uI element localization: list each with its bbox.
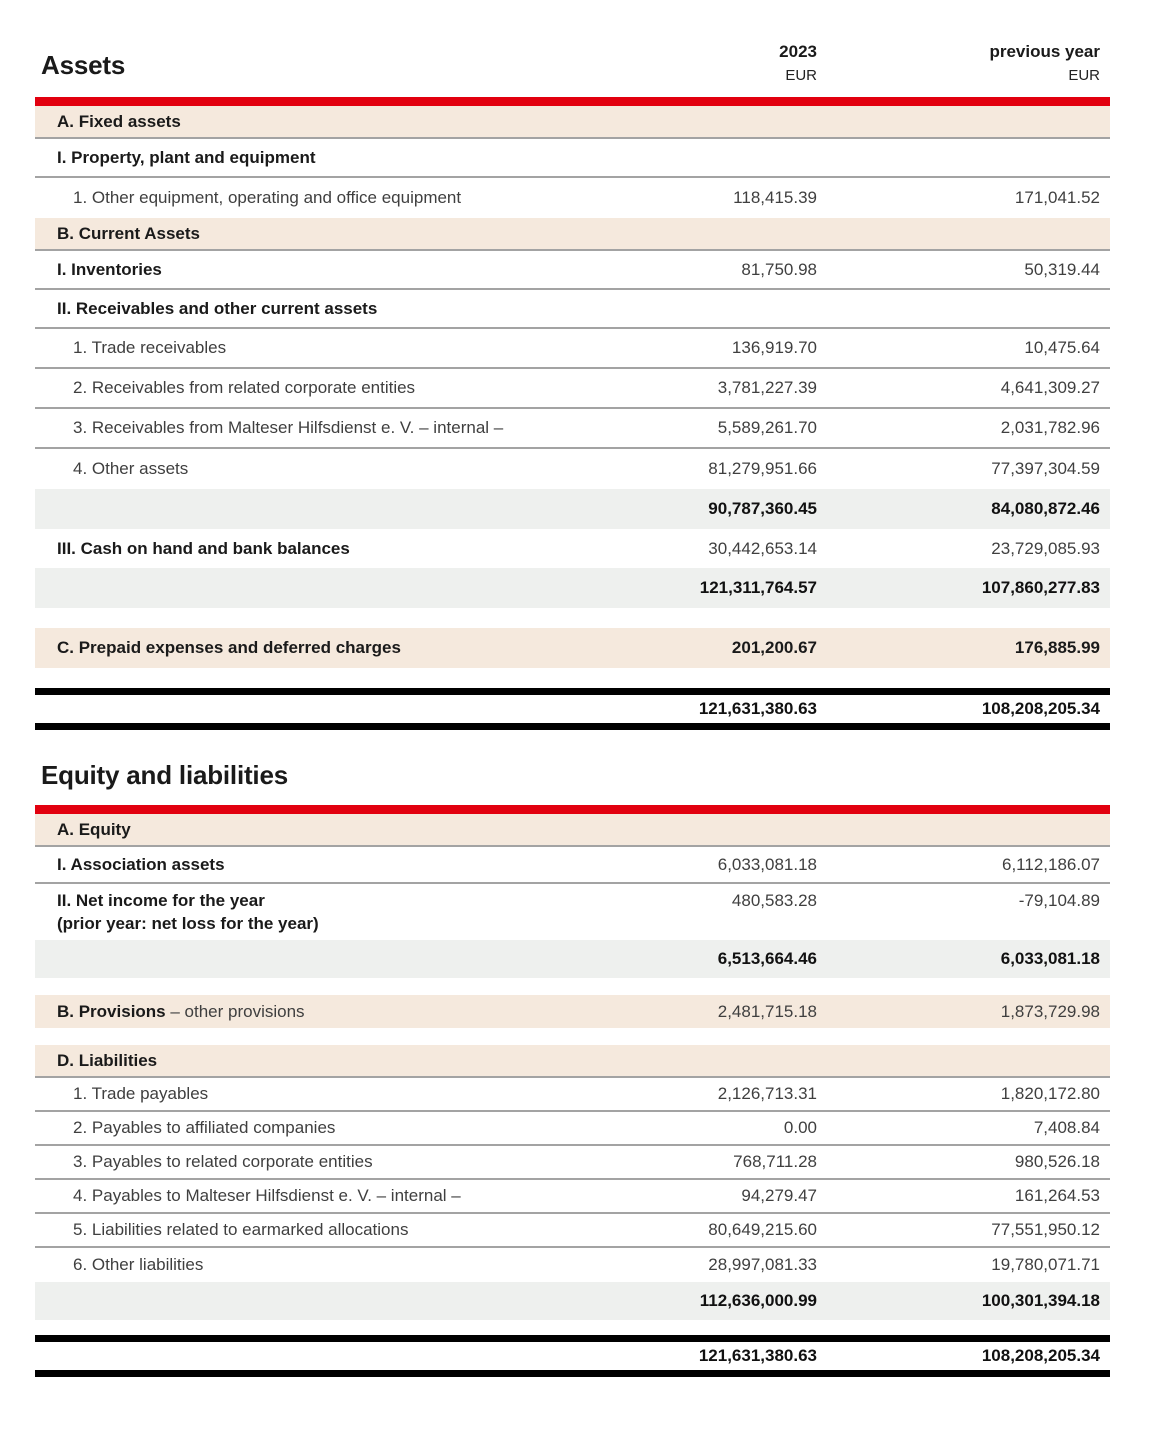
row-label: 5. Liabilities related to earmarked allocations: [73, 1220, 409, 1239]
row-label-second-line: (prior year: net loss for the year): [57, 914, 319, 933]
value-previous-year: 171,041.52: [1014, 188, 1100, 207]
row-label: 6. Other liabilities: [73, 1255, 204, 1274]
column-header-2023: [652, 36, 817, 88]
value-2023: 121,631,380.63: [698, 1346, 817, 1365]
line-item-row: [35, 1214, 1110, 1248]
assets-rows: [35, 106, 1110, 730]
column-currency-label: EUR: [785, 67, 817, 84]
value-2023: 0.00: [783, 1118, 817, 1137]
assets-table: [35, 36, 1110, 730]
value-2023: 201,200.67: [731, 638, 817, 657]
line-item-row: [35, 1180, 1110, 1214]
assets-title: Assets: [41, 50, 126, 80]
value-2023: 118,415.39: [733, 188, 817, 207]
value-previous-year: 2,031,782.96: [1000, 418, 1100, 437]
value-previous-year: 50,319.44: [1024, 259, 1100, 279]
line-item-row: [35, 409, 1110, 449]
section-row: [35, 1045, 1110, 1078]
line-item-row: [35, 1112, 1110, 1146]
value-previous-year: 107,860,277.83: [981, 578, 1100, 597]
subtotal-row: [35, 568, 1110, 608]
row-label: 1. Other equipment, operating and office equipment: [73, 188, 462, 207]
value-previous-year: 23,729,085.93: [991, 538, 1100, 558]
value-2023: 90,787,360.45: [708, 499, 817, 518]
value-previous-year: 77,397,304.59: [991, 459, 1100, 478]
value-previous-year: 4,641,309.27: [1000, 378, 1100, 397]
value-previous-year: -79,104.89: [1018, 891, 1100, 910]
value-previous-year: 161,264.53: [1014, 1186, 1100, 1205]
value-2023: 121,311,764.57: [699, 578, 817, 597]
row-label: II. Receivables and other current assets: [57, 298, 378, 318]
row-label: 3. Payables to related corporate entities: [73, 1152, 373, 1171]
value-previous-year: 77,551,950.12: [991, 1220, 1100, 1239]
row-label: 2. Payables to affiliated companies: [73, 1118, 336, 1137]
value-2023: 6,033,081.18: [717, 854, 817, 874]
equity-title: Equity and liabilities: [41, 760, 288, 790]
line-item-row: [35, 178, 1110, 218]
row-label: II. Net income for the year (prior year: net loss for the year): [35, 891, 652, 934]
column-prev-currency-label: EUR: [1068, 67, 1100, 84]
red-accent-bar: [35, 97, 1110, 106]
net-income-row: [35, 884, 1110, 940]
spacer-row: [35, 978, 1110, 995]
value-previous-year: 6,033,081.18: [1000, 949, 1100, 968]
value-2023: 6,513,664.46: [717, 949, 817, 968]
value-previous-year: 1,873,729.98: [1000, 1001, 1100, 1021]
subheading-row: [35, 251, 1110, 290]
value-2023: 28,997,081.33: [708, 1255, 817, 1274]
column-year-label: 2023: [779, 42, 817, 61]
spacer-row: [35, 668, 1110, 688]
grand-total-row: [35, 1335, 1110, 1377]
value-2023: 2,481,715.18: [717, 1001, 817, 1021]
value-2023: 121,631,380.63: [698, 699, 817, 718]
row-label: 2. Receivables from related corporate entities: [73, 378, 416, 397]
red-accent-bar: [35, 805, 1110, 814]
row-label: 3. Receivables from Malteser Hilfsdienst e. V. – internal –: [73, 418, 504, 437]
section-row: [35, 814, 1110, 847]
grand-total-row: [35, 688, 1110, 730]
subtotal-row: [35, 489, 1110, 529]
row-label: I. Inventories: [57, 259, 162, 279]
value-previous-year: 6,112,186.07: [1002, 854, 1100, 874]
value-previous-year: 84,080,872.46: [991, 499, 1100, 518]
row-label: 1. Trade receivables: [73, 338, 227, 357]
row-label: 1. Trade payables: [73, 1084, 209, 1103]
row-label: C. Prepaid expenses and deferred charges: [57, 638, 401, 657]
value-2023: 94,279.47: [741, 1186, 817, 1205]
row-label: III. Cash on hand and bank balances: [57, 538, 350, 558]
row-label-suffix: – other provisions: [165, 1001, 305, 1021]
subheading-row: [35, 847, 1110, 884]
line-item-row: [35, 329, 1110, 369]
section-row: [35, 628, 1110, 668]
row-label: B. Provisions – other provisions: [57, 1001, 305, 1021]
equity-rows: [35, 814, 1110, 1377]
value-2023: 480,583.28: [731, 891, 817, 910]
value-2023: 81,279,951.66: [708, 459, 817, 478]
row-label: B. Current Assets: [57, 223, 200, 243]
spacer-row: [35, 608, 1110, 628]
column-header-previous-year: [817, 36, 1110, 88]
value-previous-year: 10,475.64: [1024, 338, 1100, 357]
value-2023: 136,919.70: [731, 338, 817, 357]
row-label: I. Association assets: [57, 854, 225, 874]
subheading-row: [35, 529, 1110, 568]
value-previous-year: 108,208,205.34: [981, 1346, 1100, 1365]
spacer-row: [35, 1028, 1110, 1045]
line-item-row: [35, 1248, 1110, 1282]
value-previous-year: 19,780,071.71: [991, 1255, 1100, 1274]
subtotal-row: [35, 940, 1110, 978]
section-row: [35, 218, 1110, 251]
value-2023: 112,636,000.99: [699, 1291, 817, 1310]
value-previous-year: 100,301,394.18: [981, 1291, 1100, 1310]
value-2023: 81,750.98: [741, 259, 817, 279]
value-previous-year: 108,208,205.34: [981, 699, 1100, 718]
equity-table: [35, 760, 1110, 1377]
subheading-row: [35, 290, 1110, 329]
line-item-row: [35, 449, 1110, 489]
value-previous-year: 980,526.18: [1014, 1152, 1100, 1171]
section-row: [35, 106, 1110, 139]
row-label: 4. Other assets: [73, 459, 189, 478]
spacer-row: [35, 1320, 1110, 1335]
row-label: D. Liabilities: [57, 1050, 158, 1070]
assets-header: [35, 36, 1110, 88]
subtotal-row: [35, 1282, 1110, 1320]
subheading-row: [35, 139, 1110, 178]
line-item-row: [35, 1078, 1110, 1112]
value-previous-year: 176,885.99: [1014, 638, 1100, 657]
value-previous-year: 1,820,172.80: [1000, 1084, 1100, 1103]
row-label: A. Equity: [57, 819, 131, 839]
row-label: I. Property, plant and equipment: [57, 147, 316, 167]
row-label: A. Fixed assets: [57, 111, 181, 131]
value-previous-year: 7,408.84: [1033, 1118, 1100, 1137]
value-2023: 768,711.28: [733, 1152, 817, 1171]
value-2023: 5,589,261.70: [717, 418, 817, 437]
line-item-row: [35, 369, 1110, 409]
row-label: 4. Payables to Malteser Hilfsdienst e. V. – internal –: [73, 1186, 461, 1205]
value-2023: 80,649,215.60: [708, 1220, 817, 1239]
value-2023: 2,126,713.31: [717, 1084, 817, 1103]
column-prev-year-label: previous year: [989, 42, 1100, 61]
line-item-row: [35, 1146, 1110, 1180]
value-2023: 3,781,227.39: [717, 378, 817, 397]
value-2023: 30,442,653.14: [708, 538, 817, 558]
section-row: [35, 995, 1110, 1028]
